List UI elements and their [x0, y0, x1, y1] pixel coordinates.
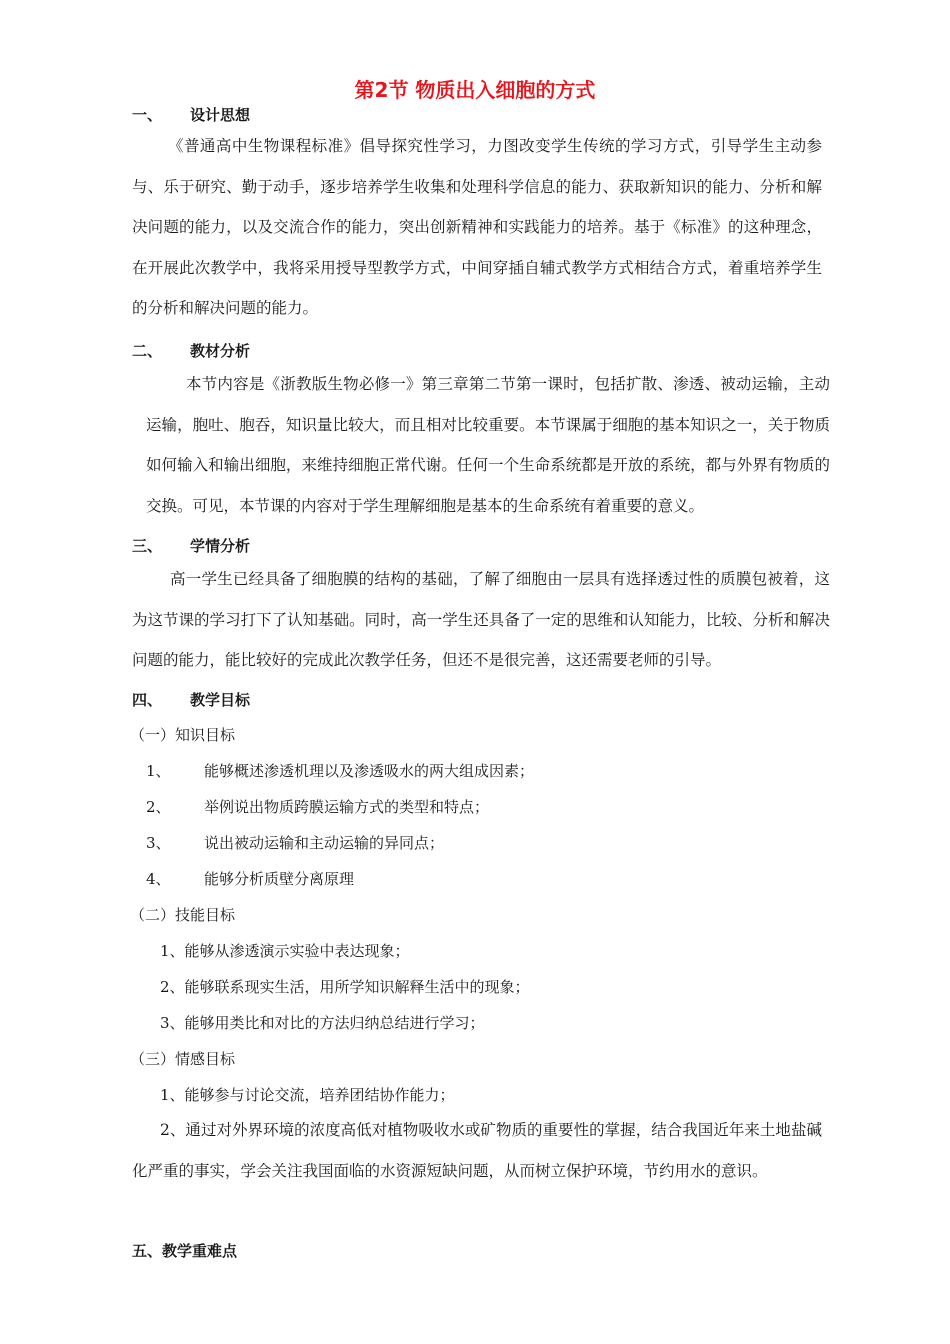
subheading-skill-goals: （二）技能目标 — [130, 906, 236, 924]
section-heading-student — [132, 535, 250, 556]
subheading-knowledge-goals: （一）知识目标 — [130, 726, 236, 744]
section-title: 学情分析 — [190, 537, 251, 555]
list-text: 说出被动运输和主动运输的异同点； — [204, 834, 445, 852]
section-heading-key-points: 五、教学重难点 — [132, 1242, 238, 1260]
section-number: 四、 — [132, 691, 163, 709]
section-title: 设计思想 — [190, 106, 251, 124]
list-item: 2、通过对外界环境的浓度高低对植物吸收水或矿物质的重要性的掌握，结合我国近年来土地盐碱化严重的事实，学会关注我国面临的水资源短缺问题，从而树立保护环境，节约用水的意识。 — [132, 1121, 822, 1180]
list-number: 2、 — [146, 798, 171, 816]
list-item — [146, 760, 534, 781]
section-heading-goals — [132, 689, 250, 710]
section-number: 三、 — [132, 537, 163, 555]
list-item: 1、能够从渗透演示实验中表达现象； — [160, 942, 410, 960]
list-item — [146, 832, 444, 853]
list-item — [146, 796, 489, 817]
paragraph-student-analysis: 高一学生已经具备了细胞膜的结构的基础，了解了细胞由一层具有选择透过性的质膜包被着，这为这节课的学习打下了认知基础。同时，高一学生还具备了一定的思维和认知能力，比较、分析和解决问题的能力，能比较好的完成此次教学任务，但还不是很完善，这还需要老师的引导。 — [132, 570, 830, 669]
section-title: 教材分析 — [190, 342, 251, 360]
section-heading-material — [132, 340, 250, 361]
paragraph-design-idea: 《普通高中生物课程标准》倡导探究性学习，力图改变学生传统的学习方式，引导学生主动参与、乐于研究、勤于动手，逐步培养学生收集和处理科学信息的能力、获取新知识的能力、分析和解决问题的能力，以及交流合作的能力，突出创新精神和实践能力的培养。基于《标准》的这种理念，在开展此次教学中，我将采用授导型教学方式，中间穿插自辅式教学方式相结合方式，着重培养学生的分析和解决问题的能力。 — [132, 137, 822, 317]
list-item — [146, 868, 354, 889]
list-number: 4、 — [146, 870, 171, 888]
paragraph-material-analysis: 本节内容是《浙教版生物必修一》第三章第二节第一课时，包括扩散、渗透、被动运输，主动运输，胞吐、胞吞，知识量比较大，而且相对比较重要。本节课属于细胞的基本知识之一，关于物质如何输入和输出细胞，来维持细胞正常代谢。任何一个生命系统都是开放的系统，都与外界有物质的交换。可见，本节课的内容对于学生理解细胞是基本的生命系统有着重要的意义。 — [146, 375, 830, 515]
list-item: 2、能够联系现实生活，用所学知识解释生活中的现象； — [160, 978, 530, 996]
list-number: 1、 — [146, 762, 171, 780]
list-number: 3、 — [146, 834, 171, 852]
list-item: 1、能够参与讨论交流，培养团结协作能力； — [160, 1086, 455, 1104]
subheading-emotion-goals: （三）情感目标 — [130, 1050, 236, 1068]
list-text: 能够概述渗透机理以及渗透吸水的两大组成因素； — [204, 762, 535, 780]
list-text: 能够分析质壁分离原理 — [204, 870, 355, 888]
list-item: 3、能够用类比和对比的方法归纳总结进行学习； — [160, 1014, 485, 1032]
section-number: 二、 — [132, 342, 163, 360]
section-heading-design — [132, 104, 250, 125]
list-text: 举例说出物质跨膜运输方式的类型和特点； — [204, 798, 490, 816]
section-number: 一、 — [132, 106, 163, 124]
document-title: 第2节 物质出入细胞的方式 — [354, 78, 596, 102]
section-title: 教学目标 — [190, 691, 251, 709]
